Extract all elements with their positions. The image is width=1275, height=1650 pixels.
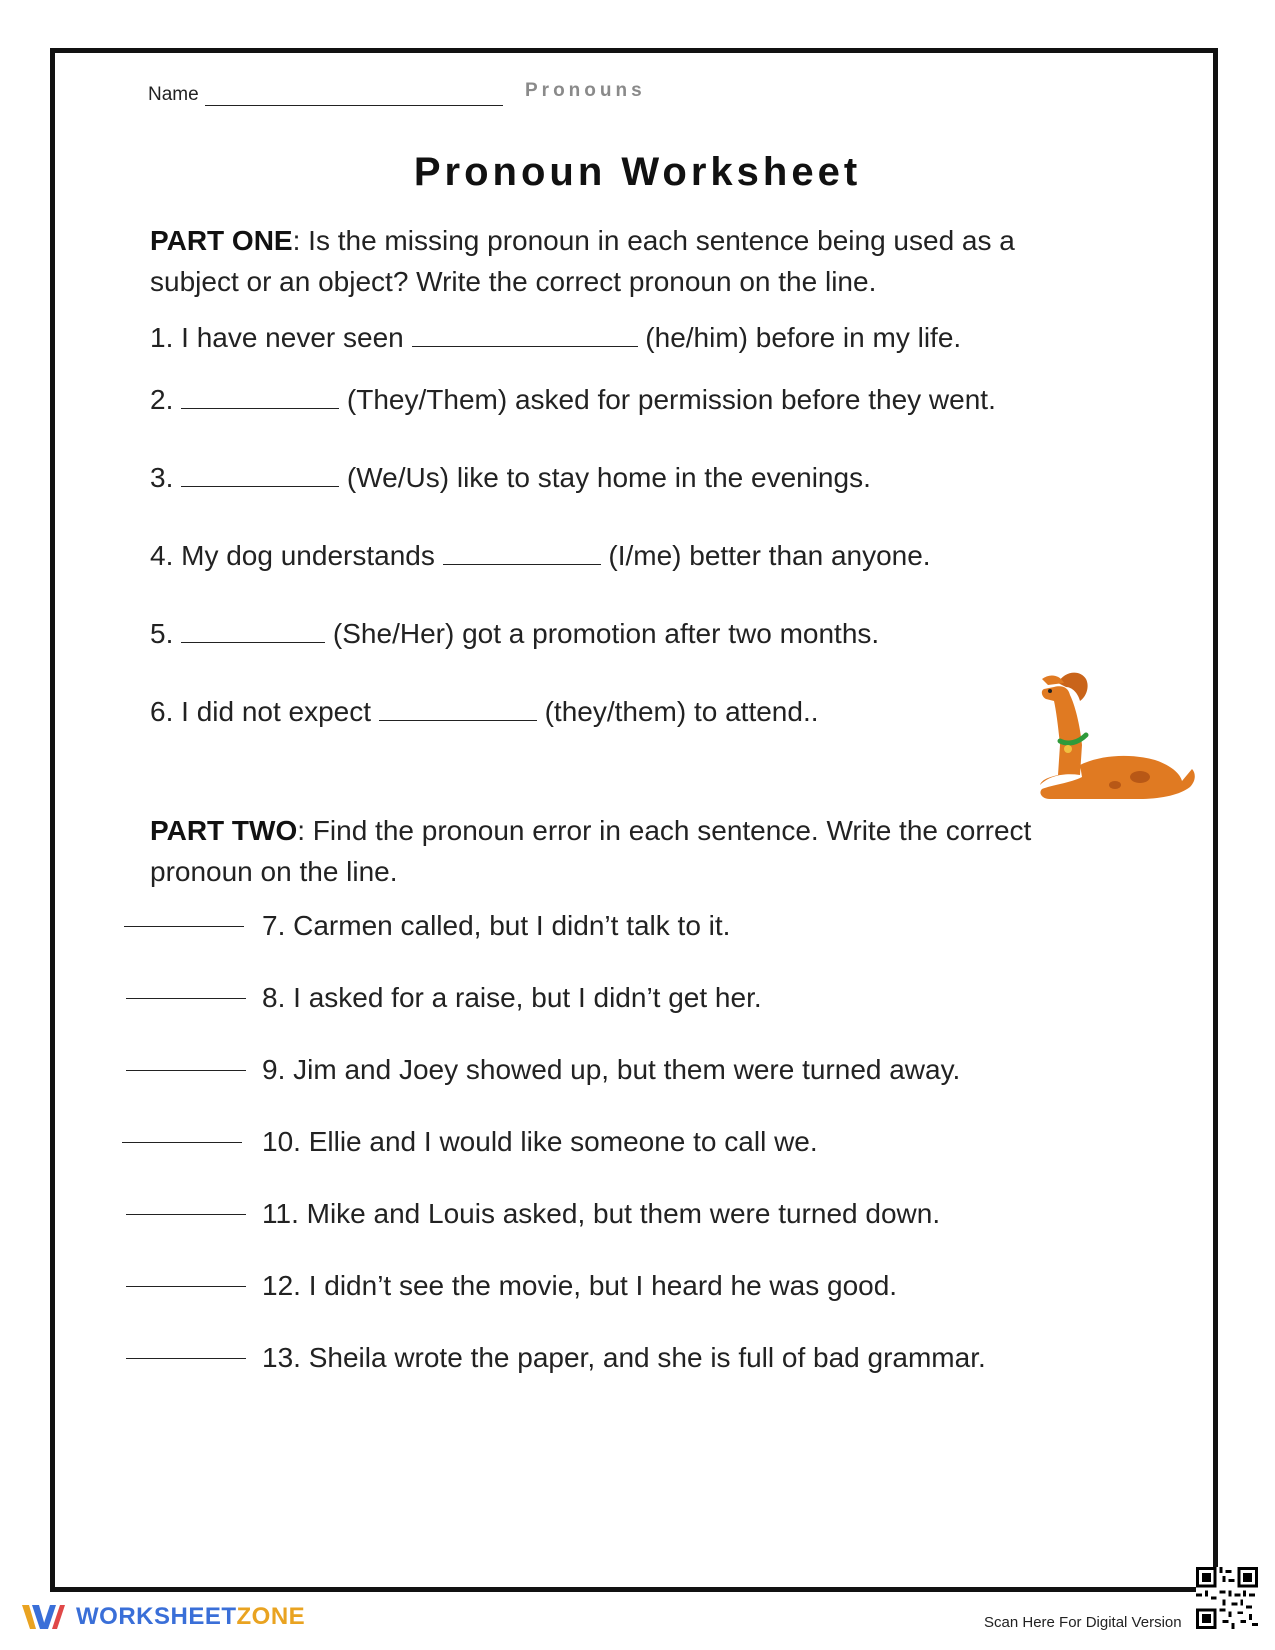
name-input-line[interactable] [205, 87, 503, 106]
item-text-after: (We/Us) like to stay home in the evenings. [339, 462, 871, 493]
part-one-item-5 [150, 618, 879, 650]
logo-text-zone: ZONE [236, 1603, 306, 1630]
item-text: 13. Sheila wrote the paper, and she is full of bad grammar. [262, 1342, 986, 1373]
part-two-instruction-text: : Find the pronoun error in each sentence. Write the correct pronoun on the line. [150, 815, 1032, 887]
answer-blank[interactable] [126, 1286, 246, 1287]
part-two-instruction [150, 810, 1110, 892]
answer-blank[interactable] [126, 1070, 246, 1071]
item-text-after: (he/him) before in my life. [637, 322, 962, 353]
part-one-item-1 [150, 322, 961, 354]
item-text-after: (I/me) better than anyone. [600, 540, 931, 571]
item-text: 11. Mike and Louis asked, but them were turned down. [262, 1198, 941, 1229]
item-text-after: (they/them) to attend.. [536, 696, 819, 727]
item-text-before: 1. I have never seen [150, 322, 412, 353]
item-text-before: 5. [150, 618, 182, 649]
item-text-before: 3. [150, 462, 182, 493]
answer-blank[interactable] [126, 1358, 246, 1359]
item-text-after: (They/Them) asked for permission before they went. [339, 384, 996, 415]
item-text-before: 6. I did not expect [150, 696, 379, 727]
logo-w-icon [20, 1599, 66, 1635]
logo-text-worksheet: WORKSHEET [76, 1603, 237, 1630]
answer-blank[interactable] [122, 1142, 242, 1143]
dog-illustration-icon [1020, 665, 1200, 815]
part-one-item-2 [150, 384, 996, 416]
worksheetzone-logo [20, 1596, 305, 1638]
item-text: 8. I asked for a raise, but I didn’t get her. [262, 982, 762, 1013]
part-two-heading: PART TWO [150, 815, 298, 846]
item-text-before: 4. My dog understands [150, 540, 443, 571]
answer-blank[interactable] [443, 542, 601, 565]
part-one-instruction-text: : Is the missing pronoun in each sentence being used as a subject or an object? Write the correct pronoun on the line. [150, 225, 1015, 297]
item-text: 9. Jim and Joey showed up, but them were turned away. [262, 1054, 961, 1085]
part-one-heading: PART ONE [150, 225, 293, 256]
qr-code-icon[interactable] [1196, 1567, 1258, 1629]
item-text: 12. I didn’t see the movie, but I heard he was good. [262, 1270, 898, 1301]
answer-blank[interactable] [412, 324, 638, 347]
answer-blank[interactable] [181, 386, 339, 409]
item-text-before: 2. [150, 384, 182, 415]
item-text-after: (She/Her) got a promotion after two months. [325, 618, 880, 649]
answer-blank[interactable] [126, 1214, 246, 1215]
answer-blank[interactable] [181, 464, 339, 487]
part-one-item-4 [150, 540, 931, 572]
answer-blank[interactable] [126, 998, 246, 999]
part-one-item-6 [150, 696, 819, 728]
name-field-row [148, 76, 503, 106]
name-label: Name [148, 84, 199, 105]
part-one-instruction [150, 220, 1110, 302]
part-one-item-3 [150, 462, 871, 494]
answer-blank[interactable] [379, 698, 537, 721]
page-title: Pronoun Worksheet [413, 150, 862, 194]
answer-blank[interactable] [181, 620, 325, 643]
item-text: 7. Carmen called, but I didn’t talk to it. [262, 910, 731, 941]
topic-label: Pronouns [525, 80, 646, 101]
item-text: 10. Ellie and I would like someone to call we. [262, 1126, 818, 1157]
scan-caption: Scan Here For Digital Version [984, 1614, 1182, 1631]
answer-blank[interactable] [124, 926, 244, 927]
